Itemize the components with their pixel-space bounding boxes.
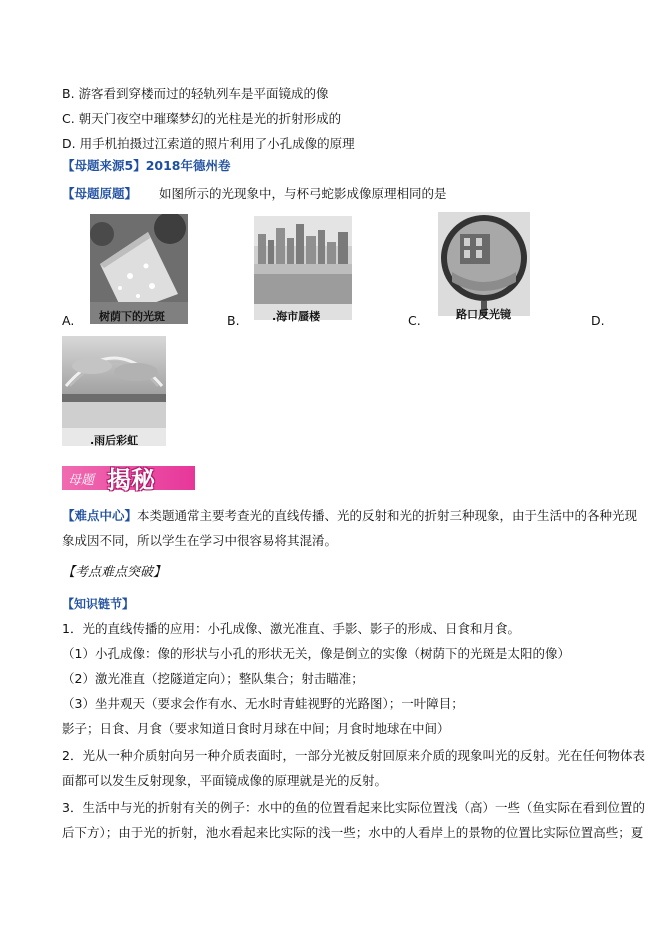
- source-tag: 【母题来源5】: [62, 158, 146, 173]
- question-text: 如图所示的光现象中，与杯弓蛇影成像原理相同的是: [159, 186, 447, 201]
- figure-b-image: [254, 216, 352, 320]
- figure-a-caption: 树荫下的光斑: [99, 310, 165, 323]
- knowledge-line-4: （3）坐井观天（要求会作有水、无水时青蛙视野的光路图）；一叶障目；: [62, 696, 464, 711]
- figure-d-caption: .雨后彩虹: [90, 434, 139, 447]
- knowledge-line-6: 2．光从一种介质射向另一种介质表面时，一部分光被反射回原来介质的现象叫光的反射。光在任何物体表: [62, 748, 645, 763]
- knowledge-line-1: 1．光的直线传播的应用：小孔成像、激光准直、手影、影子的形成、日食和月食。: [62, 621, 520, 636]
- difficulty-text-1: 本类题通常主要考查光的直线传播、光的反射和光的折射三种现象，由于生活中的各种光现: [137, 508, 638, 523]
- knowledge-line-2: （1）小孔成像：像的形状与小孔的形状无关，像是倒立的实像（树荫下的光斑是太阳的像）: [62, 646, 570, 661]
- question-tag: 【母题原题】: [62, 186, 138, 201]
- figure-c-letter: C.: [408, 313, 421, 328]
- knowledge-line-3: （2）激光准直（挖隧道定向）；整队集合；射击瞄准；: [62, 671, 364, 686]
- question-source: [62, 158, 231, 174]
- question-line: [62, 186, 447, 202]
- banner-small-text: 母题: [68, 473, 95, 488]
- difficulty-line-1: [62, 508, 637, 524]
- figure-a-letter: A.: [62, 313, 75, 328]
- knowledge-line-7: 面都可以发生反射现象，平面镜成像的原理就是光的反射。: [62, 773, 388, 788]
- breakthrough-heading: 【考点难点突破】: [62, 565, 167, 580]
- knowledge-line-8: 3．生活中与光的折射有关的例子：水中的鱼的位置看起来比实际位置浅（高）一些（鱼实际在看到位置的: [62, 800, 645, 815]
- difficulty-line-2: 象成因不同，所以学生在学习中很容易将其混淆。: [62, 533, 338, 548]
- option-b: B. 游客看到穿楼而过的轻轨列车是平面镜成的像: [62, 86, 329, 101]
- figure-d-image: [62, 336, 166, 446]
- knowledge-line-5: 影子；日食、月食（要求知道日食时月球在中间；月食时地球在中间）: [62, 721, 450, 736]
- figure-c-caption: 路口反光镜: [456, 308, 511, 321]
- figure-b-letter: B.: [227, 313, 240, 328]
- option-d: D. 用手机拍摄过江索道的照片利用了小孔成像的原理: [62, 136, 355, 151]
- source-text: 2018年德州卷: [145, 158, 231, 173]
- option-c: C. 朝天门夜空中璀璨梦幻的光柱是光的折射形成的: [62, 111, 342, 126]
- difficulty-tag: 【难点中心】: [62, 508, 138, 523]
- banner-big-text: 揭秘: [107, 466, 155, 494]
- figure-b-caption: .海市蜃楼: [272, 310, 321, 323]
- figure-c-image: [438, 212, 530, 316]
- section-banner: [62, 460, 195, 494]
- knowledge-line-9: 后下方）；由于光的折射，池水看起来比实际的浅一些；水中的人看岸上的景物的位置比实际位置高些；夏: [62, 825, 644, 840]
- figure-d-letter: D.: [591, 313, 605, 328]
- knowledge-tag: 【知识链节】: [62, 597, 135, 611]
